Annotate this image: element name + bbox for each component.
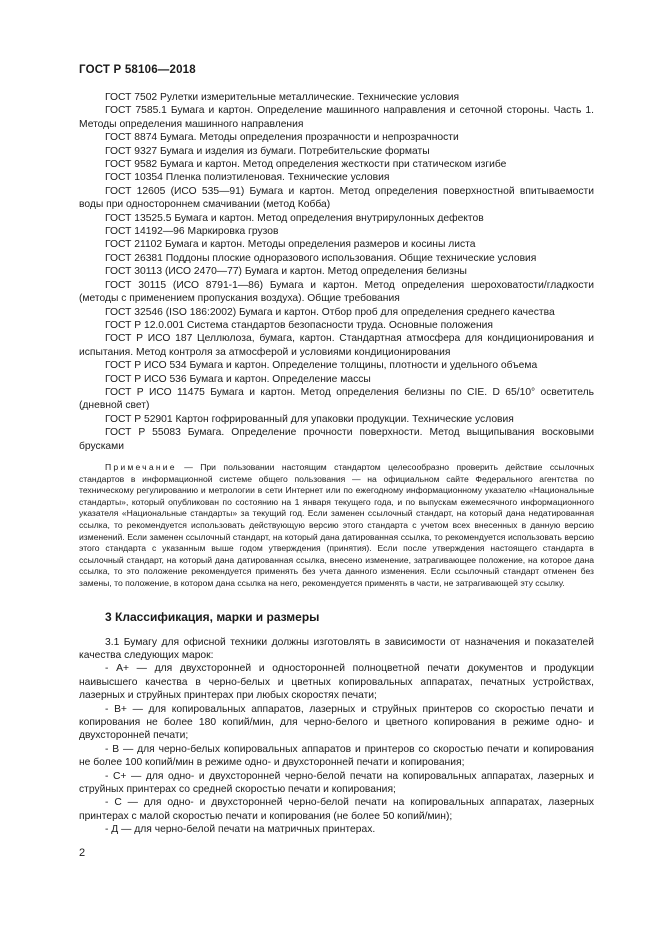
reference-item: ГОСТ Р 12.0.001 Система стандартов безопасности труда. Основные положения [105, 319, 494, 331]
reference-item: ГОСТ Р ИСО 536 Бумага и картон. Определение массы [105, 373, 371, 385]
reference-item: ГОСТ Р ИСО 11475 Бумага и картон. Метод определения белизны по CIE. D 65/10° осветитель (дневной свет) [79, 386, 594, 412]
grade-c-item: - С — для одно- и двухсторонней черно-белой печати на копировальных аппаратах, лазерных принтерах с малой скоростью печати и копирования (не более 50 копий/мин); [79, 797, 594, 822]
section-content [79, 636, 594, 837]
reference-item: ГОСТ 13525.5 Бумага и картон. Метод определения внутрирулонных дефектов [105, 212, 484, 224]
reference-item: ГОСТ 32546 (ISO 186:2002) Бумага и картон. Отбор проб для определения среднего качества [105, 306, 555, 318]
reference-item: ГОСТ Р ИСО 534 Бумага и картон. Определение толщины, плотности и удельного объема [105, 360, 538, 372]
reference-item: ГОСТ 9582 Бумага и картон. Метод определения жесткости при статическом изгибе [105, 159, 507, 171]
note-label: Примечание [105, 461, 177, 472]
reference-item: ГОСТ Р 52901 Картон гофрированный для упаковки продукции. Технические условия [105, 413, 514, 425]
section-title: 3 Классификация, марки и размеры [105, 609, 320, 624]
reference-item: ГОСТ 7585.1 Бумага и картон. Определение машинного направления и сеточной стороны. Часть 1. Методы определения машинного направления [79, 105, 594, 130]
normative-references-list [79, 91, 594, 453]
grade-b-plus-item: - В+ — для копировальных аппаратов, лазерных и струйных принтеров со скоростью печати и копирования не более 180 копий/мин, для черно-белого и цветного копирования в режиме одно- и двухсторонней печати; [79, 703, 594, 742]
section-paragraph: 3.1 Бумагу для офисной техники должны изготовлять в зависимости от назначения и показателей качества следующих марок: [79, 636, 594, 661]
reference-item: ГОСТ 30115 (ИСО 8791-1—86) Бумага и картон. Метод определения шероховатости/гладкости (методы с применением пропускания воздуха). Общие требования [79, 279, 594, 305]
grade-a-plus-item: - А+ — для двухсторонней и односторонней полноцветной печати документов и продукции наивысшего качества в черно-белых и цветных копировальных аппаратах, печатных устройствах, лазерных и струйных принтерах при любых скоростях печати; [79, 663, 594, 702]
reference-item: ГОСТ Р ИСО 187 Целлюлоза, бумага, картон. Стандартная атмосфера для кондиционирования и испытания. Метод контроля за атмосферой и условиями кондиционирования [79, 333, 594, 358]
reference-item: ГОСТ 10354 Пленка полиэтиленовая. Технические условия [105, 172, 390, 184]
reference-item: ГОСТ 9327 Бумага и изделия из бумаги. Потребительские форматы [105, 145, 430, 157]
reference-item: ГОСТ 7502 Рулетки измерительные металлические. Технические условия [105, 92, 460, 103]
grade-d-item: - Д — для черно-белой печати на матричных принтерах. [105, 824, 376, 836]
reference-item: ГОСТ 8874 Бумага. Методы определения прозрачности и непрозрачности [105, 132, 459, 144]
note-block [79, 462, 594, 590]
reference-item: ГОСТ Р 55083 Бумага. Определение прочности поверхности. Метод выщипывания восковыми брусками [79, 427, 594, 452]
reference-item: ГОСТ 21102 Бумага и картон. Методы определения размеров и косины листа [105, 239, 476, 251]
note-text: — При пользовании настоящим стандартом целесообразно проверить действие ссылочных стандартов в информационной системе общего пользования — на официальном сайте Федерального агентства по техническому регулированию и метрологии в сети Интернет или по ежегодному информационному указателю «Национальные стандарты», который опубликован по состоянию на 1 января текущего года, и по выпускам ежемесячного информационного указателя «Национальные стандарты» за текущий год. Если заменен ссылочный стандарт, на который дана недатированная ссылка, то рекомендуется использовать действующую версию этого стандарта с учетом всех внесенных в данную версию изменений. Если заменен ссылочный стандарт, на который дана датированная ссылка, то рекомендуется использовать версию этого стандарта с указанным выше годом утверждения (принятия). Если после утверждения настоящего стандарта в ссылочный стандарт, на который дана датированная ссылка, внесено изменение, затрагивающее положение, на которое дана ссылка, то это положение рекомендуется применять без учета данного изменения. Если ссылочный стандарт отменен без замены, то положение, в котором дана ссылка на него, рекомендуется применять в части, не затрагивающей эту ссылку. [79, 461, 594, 588]
reference-item: ГОСТ 14192—96 Маркировка грузов [105, 226, 279, 238]
page-number: 2 [79, 847, 86, 859]
grade-c-plus-item: - С+ — для одно- и двухсторонней черно-белой печати на копировальных аппаратах, лазерных и струйных принтерах со средней скоростью печати и копирования; [79, 770, 594, 795]
reference-item: ГОСТ 30113 (ИСО 2470—77) Бумага и картон. Метод определения белизны [105, 266, 467, 278]
document-body [79, 91, 594, 837]
reference-item: ГОСТ 26381 Поддоны плоские одноразового использования. Общие технические условия [105, 252, 537, 264]
reference-item: ГОСТ 12605 (ИСО 535—91) Бумага и картон. Метод определения поверхностной впитываемости воды при одностороннем смачивании (метод Кобба) [79, 185, 594, 211]
grade-b-item: - В — для черно-белых копировальных аппаратов и принтеров со скоростью печати и копирования не более 100 копий/мин в режиме одно- и двухсторонней печати и копирования; [79, 743, 594, 769]
standard-code-header: ГОСТ Р 58106—2018 [79, 64, 196, 76]
